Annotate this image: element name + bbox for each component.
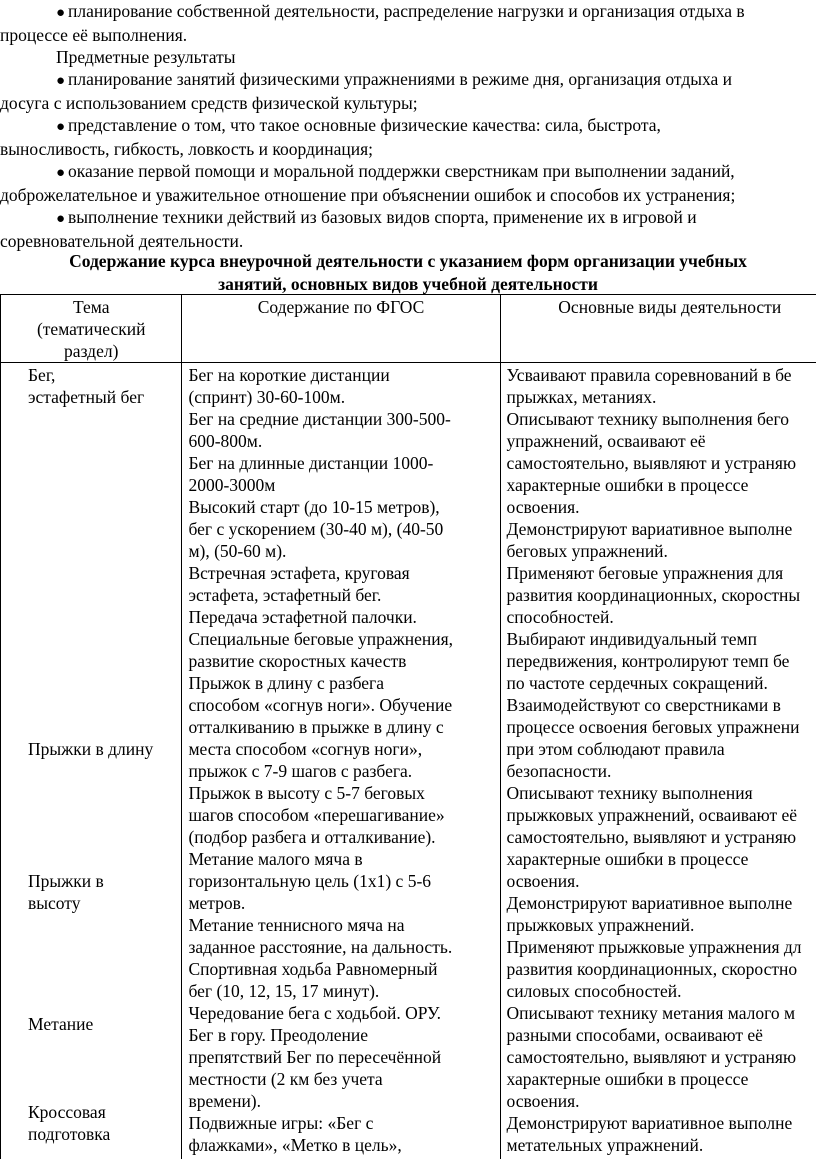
section-heading: Содержание курса внеурочной деятельности с указанием форм организации учебных занятий, основных видов учебной деятельности — [69, 251, 747, 294]
content-line: метров. — [188, 893, 246, 913]
bullet-icon: ● — [56, 5, 66, 21]
bullet-icon: ● — [56, 165, 66, 181]
topic-run: Бег, эстафетный бег — [28, 365, 145, 407]
activity-line: самостоятельно, выявляют и устраняю — [506, 1047, 797, 1067]
bullet-item: ● выполнение техники действий из базовых видов спорта, применение их в игровой и соревновательной деятельности. — [0, 207, 697, 251]
content-line: места способом «согнув ноги», — [188, 739, 423, 759]
bullet-icon: ● — [56, 211, 66, 227]
content-line: Передача эстафетной палочки. — [188, 607, 417, 627]
activity-line: характерные ошибки в процессе — [506, 1069, 749, 1089]
content-cell — [182, 363, 500, 1159]
activity-line: прыжковых упражнений, осваивают её — [506, 805, 798, 825]
bullet-icon: ● — [56, 73, 66, 89]
activity-line: Взаимодействуют со сверстниками в — [506, 695, 781, 715]
content-line: способом «согнув ноги». Обучение — [188, 695, 453, 715]
activity-line: Демонстрируют вариативное выполне — [506, 893, 793, 913]
activity-line: при этом соблюдают правила — [506, 739, 725, 759]
content-line: Метание малого мяча в — [188, 849, 363, 869]
activities-cell — [500, 363, 816, 1159]
table-header-row — [1, 295, 816, 363]
content-line: Высокий старт (до 10-15 метров), — [188, 497, 440, 517]
activity-line: развития координационных, скоростно — [506, 959, 798, 979]
topic-long-jump: Прыжки в длину — [28, 739, 154, 759]
activity-line: освоения. — [506, 871, 580, 891]
topic-high-jump: Прыжки в высоту — [28, 871, 104, 913]
activity-line: процессе освоения беговых упражнени — [506, 717, 800, 737]
content-line: шагов способом «перешагивание» — [188, 805, 445, 825]
content-line: Специальные беговые упражнения, — [188, 629, 453, 649]
activity-line: силовых способностей. — [506, 981, 682, 1001]
activity-line: Применяют прыжковые упражнения дл — [506, 937, 802, 957]
content-line: отталкиванию в прыжке в длину с — [188, 717, 444, 737]
content-line: Чередование бега с ходьбой. ОРУ. — [188, 1003, 441, 1023]
activity-line: характерные ошибки в процессе — [506, 475, 749, 495]
activity-line: освоения. — [506, 1091, 580, 1111]
content-line: Бег на короткие дистанции — [188, 365, 390, 385]
content-line: Встречная эстафета, круговая — [188, 563, 410, 583]
activity-line: прыжковых упражнений. — [506, 915, 695, 935]
activity-line: Описывают технику выполнения бего — [506, 409, 789, 429]
intro-section — [0, 0, 816, 252]
bullet-item: ● представление о том, что такое основные физические качества: сила, быстрота, выносливость, гибкость, ловкость и координация; — [0, 115, 661, 159]
header-topic: Тема (тематический раздел) — [1, 295, 182, 363]
table-row — [1, 363, 816, 1159]
activity-line: характерные ошибки в процессе — [506, 849, 749, 869]
topic-cross: Кроссовая подготовка — [28, 1102, 111, 1144]
activity-line: передвижения, контролируют темп бе — [506, 651, 790, 671]
content-line: Метание теннисного мяча на — [188, 915, 405, 935]
activity-line: разными способами, осваивают её — [506, 1025, 763, 1045]
content-line: прыжок с 7-9 шагов с разбега. — [188, 761, 413, 781]
activity-line: способностей. — [506, 607, 614, 627]
content-line: заданное расстояние, на дальность. — [188, 937, 453, 957]
content-line: Спортивная ходьба Равномерный — [188, 959, 438, 979]
header-activities: Основные виды деятельности — [500, 295, 816, 363]
activity-line: Выбирают индивидуальный темп — [506, 629, 758, 649]
activity-line: Усваивают правила соревнований в бе — [506, 365, 792, 385]
header-content: Содержание по ФГОС — [182, 295, 500, 363]
activity-line: Описывают технику метания малого м — [506, 1003, 796, 1023]
content-line: времени). — [188, 1091, 262, 1111]
activity-line: прыжках, метаниях. — [506, 387, 657, 407]
content-line: бег (10, 12, 15, 17 минут). — [188, 981, 380, 1001]
content-line: Бег в гору. Преодоление — [188, 1025, 369, 1045]
content-line: развитие скоростных качеств — [188, 651, 407, 671]
activity-line: безопасности. — [506, 761, 612, 781]
activity-line: освоения. — [506, 497, 580, 517]
activity-line: самостоятельно, выявляют и устраняю — [506, 827, 797, 847]
activity-line: Применяют беговые упражнения для — [506, 563, 784, 583]
activity-line: упражнений, осваивают её — [506, 431, 706, 451]
content-line: (спринт) 30-60-100м. — [188, 387, 346, 407]
topic-throwing: Метание — [28, 1014, 94, 1034]
content-line: Бег на средние дистанции 300-500- — [188, 409, 451, 429]
content-line: эстафета, эстафетный бег. — [188, 585, 382, 605]
activity-line: по частоте сердечных сокращений. — [506, 673, 768, 693]
activity-line: беговых упражнений. — [506, 541, 668, 561]
content-line: (подбор разбега и отталкивание). — [188, 827, 436, 847]
bullet-icon: ● — [56, 119, 66, 135]
content-line: 2000-3000м — [188, 475, 276, 495]
content-line: бег с ускорением (30-40 м), (40-50 — [188, 519, 444, 539]
activity-line: Демонстрируют вариативное выполне — [506, 519, 793, 539]
content-line: Подвижные игры: «Бег с — [188, 1113, 374, 1133]
content-line: Прыжок в длину с разбега — [188, 673, 384, 693]
activity-line: Демонстрируют вариативное выполне — [506, 1113, 793, 1133]
content-line: Прыжок в высоту с 5-7 беговых — [188, 783, 425, 803]
topic-cell — [1, 363, 182, 1159]
bullet-item: ● планирование собственной деятельности, распределение нагрузки и организация отдыха в процессе её выполнения. — [0, 1, 745, 45]
content-line: Бег на длинные дистанции 1000- — [188, 453, 434, 473]
activity-line: самостоятельно, выявляют и устраняю — [506, 453, 797, 473]
content-line: препятствий Бег по пересечённой — [188, 1047, 442, 1067]
content-line: м), (50-60 м). — [188, 541, 287, 561]
activity-line: Описывают технику выполнения — [506, 783, 753, 803]
content-line: местности (2 км без учета — [188, 1069, 383, 1089]
activity-line: развития координационных, скоростны — [506, 585, 801, 605]
content-line: горизонтальную цель (1х1) с 5-6 — [188, 871, 432, 891]
bullet-item: ● оказание первой помощи и моральной поддержки сверстникам при выполнении заданий, доброжелательное и уважительное отношение при объяснении ошибок и способов их устранения; — [0, 161, 736, 205]
content-line: флажками», «Метко в цель», — [188, 1135, 402, 1155]
content-line: 600-800м. — [188, 431, 263, 451]
activity-line: метательных упражнений. — [506, 1135, 704, 1155]
subject-results-label: Предметные результаты — [56, 47, 236, 67]
course-content-table — [0, 294, 816, 1159]
bullet-item: ● планирование занятий физическими упражнениями в режиме дня, организация отдыха и досуга с использованием средств физической культуры; — [0, 69, 733, 113]
